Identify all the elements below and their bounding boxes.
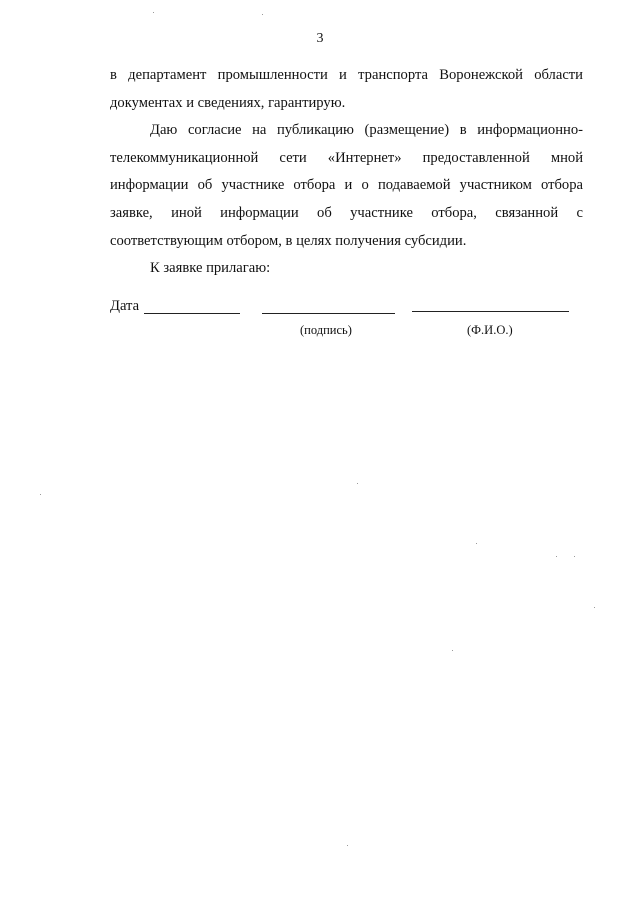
scan-speck bbox=[556, 556, 557, 557]
scan-speck bbox=[262, 14, 263, 15]
scan-speck bbox=[452, 650, 453, 651]
name-caption: (Ф.И.О.) bbox=[467, 323, 513, 337]
signature-line bbox=[262, 313, 395, 314]
document-body bbox=[110, 62, 583, 283]
name-line bbox=[412, 311, 569, 312]
scan-speck bbox=[40, 494, 41, 495]
date-label: Дата bbox=[110, 298, 140, 314]
scan-speck bbox=[153, 12, 154, 13]
scan-speck bbox=[347, 845, 348, 846]
paragraph-attachments: К заявке прилагаю: bbox=[150, 260, 271, 277]
scan-speck bbox=[574, 556, 575, 557]
signature-caption: (подпись) bbox=[300, 323, 352, 337]
signature-row bbox=[110, 298, 590, 318]
scan-speck bbox=[476, 543, 477, 544]
page-number: 3 bbox=[316, 31, 324, 46]
date-line bbox=[144, 313, 240, 314]
paragraph-consent: Даю согласие на публикацию (размещение) в информационно-телекоммуникационной сети «Интернет» предоставленной мной информации об участнике отбора и о подаваемой участником отбора заявке, иной информации об участнике отбора, связанной с соответствующим отбором, в целях получения субсидии. bbox=[110, 122, 583, 249]
scan-speck bbox=[357, 483, 358, 484]
scan-speck bbox=[594, 607, 595, 608]
paragraph-continuation: в департамент промышленности и транспорта Воронежской области документах и сведениях, гарантирую. bbox=[110, 67, 583, 111]
